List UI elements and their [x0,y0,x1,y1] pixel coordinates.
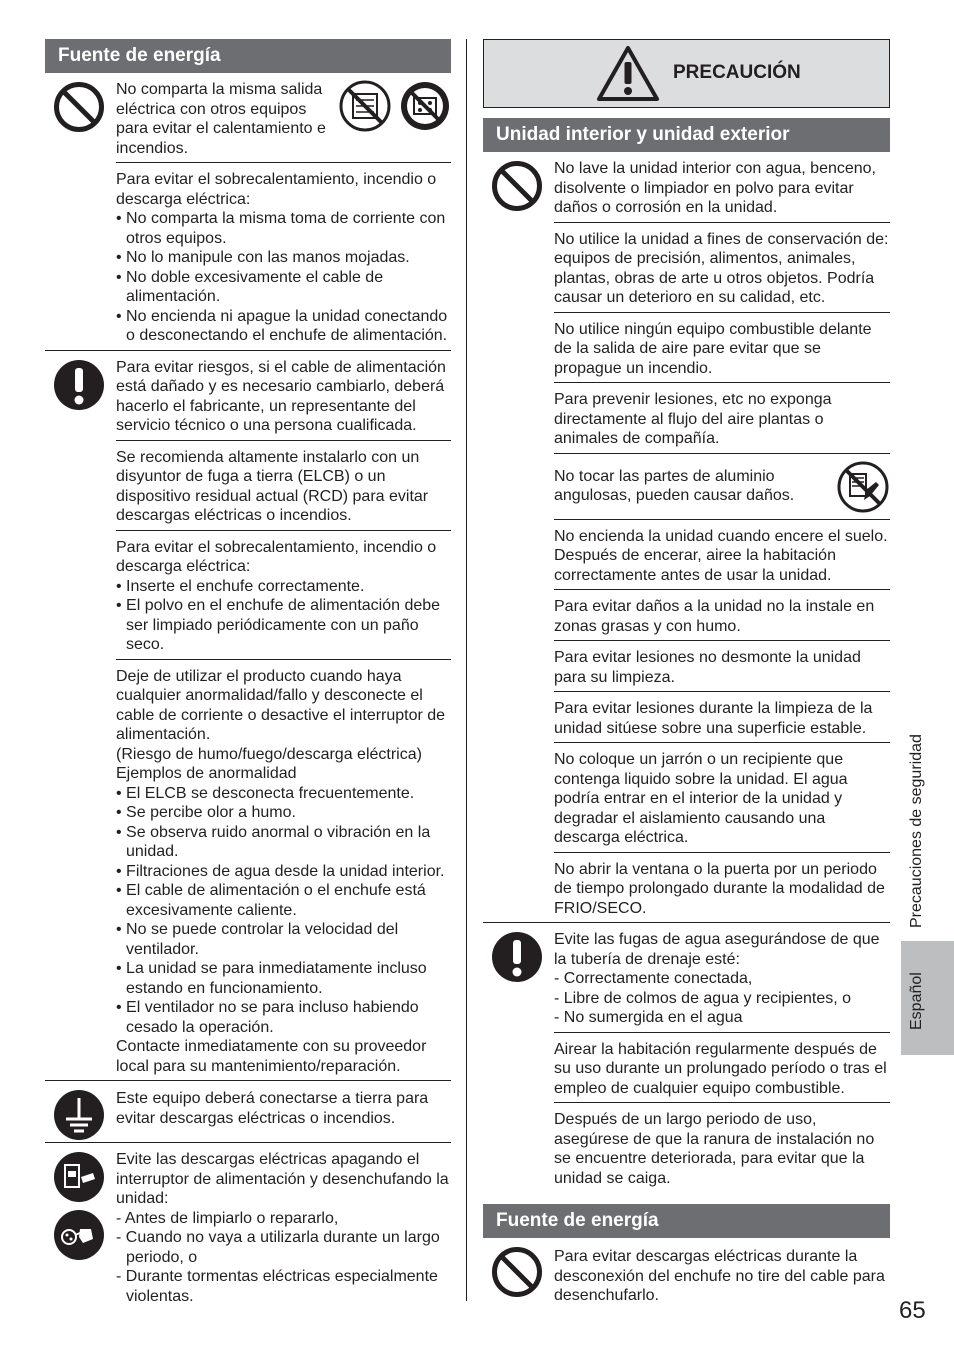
item-intro: Para evitar el sobrecalentamiento, incendio o descarga eléctrica: [116,538,437,575]
item-text: Después de un largo periodo de uso, asegúrese de que la ranura de instalación no se encuentre deteriorada, para evitar que la unidad se caiga. [554,1111,875,1187]
warning-item [116,1081,451,1142]
bullet: • La unidad se para inmediatamente incluso estando en funcionamiento. [116,960,427,997]
group-power-mandatory [45,351,451,1082]
item-text: Para evitar riesgos, si el cable de alimentación está dañado y es necesario cambiarlo, deberá hacerlo el fabricante, un representante del servicio técnico o una persona cualificada. [116,358,446,434]
bullet: • Inserte el enchufe correctamente. [116,577,365,595]
warning-item [554,1033,890,1104]
warning-item [554,590,890,641]
warning-item [116,531,451,660]
prohibition-icon [491,160,543,212]
warning-item [554,1238,890,1310]
spacer [483,1192,890,1204]
group-units-mandatory [483,923,890,1192]
side-icons [339,80,451,132]
caution-banner [483,39,890,108]
warning-item [554,152,890,223]
item-intro: Para evitar el sobrecalentamiento, incendio o descarga eléctrica: [116,171,437,208]
group-icons [491,160,546,218]
warning-item [116,351,451,441]
item-outro: Contacte inmediatamente con su proveedor local para su mantenimiento/reparación. [116,1038,427,1075]
warning-item [116,163,451,350]
dash-item: - Durante tormentas eléctricas especialmente violentas. [116,1268,438,1305]
warning-item [116,441,451,531]
item-examples: Ejemplos de anormalidad [116,765,297,782]
group-icons [53,359,108,417]
group-icons [53,1151,108,1267]
warning-item [554,1103,890,1192]
dash-item: - Cuando no vaya a utilizarla durante un largo periodo, o [116,1229,440,1266]
section-header-power-right: Fuente de energía [483,1204,890,1238]
bullet: • No comparta la misma toma de corriente con otros equipos. [116,210,446,247]
right-column [483,39,890,1310]
prohibition-icon [53,81,105,133]
item-text: Este equipo deberá conectarse a tierra para evitar descargas eléctricas o incendios. [116,1090,429,1127]
group-icons [491,1246,546,1304]
warning-item [116,660,451,1081]
item-text: Se recomienda altamente instalarlo con un disyuntor de fuga a tierra (ELCB) o un dispositivo residual actual (RCD) para evitar descargas eléctricas o incendios. [116,448,429,524]
side-icons [836,460,890,514]
section-side-label: Precauciones de seguridad [908,734,925,928]
section-header-power: Fuente de energía [45,39,451,73]
no-shared-outlet-icon [339,80,391,132]
item-text: No tocar las partes de aluminio angulosas, pueden causar daños. [554,467,795,504]
switch-off-icon [53,1151,105,1203]
group-ground [45,1081,451,1143]
item-text: Airear la habitación regularmente después de su uso durante un prolungado período o tras el empleo de cualquier equipo combustible. [554,1040,887,1097]
warning-item [554,692,890,743]
warning-item [554,454,890,520]
bullet: • El cable de alimentación o el enchufe está excesivamente caliente. [116,882,426,919]
language-label: Español [908,972,925,1030]
item-text: No lave la unidad interior con agua, benceno, disolvente o limpiador en polvo para evitar daños o corrosión en la unidad. [554,160,876,216]
bullet: • Filtraciones de agua desde la unidad interior. [116,862,445,880]
bullet: • Se observa ruido anormal o vibración en la unidad. [116,823,431,860]
group-unplug [45,1143,451,1310]
dash-item: - Correctamente conectada, [554,970,753,987]
warning-item [554,743,890,853]
warning-item [116,1143,451,1310]
prohibition-icon [491,1246,543,1298]
item-text: No abrir la ventana o la puerta por un periodo de tiempo prolongado durante la modalidad de FRIO/SECO. [554,860,885,917]
warning-triangle-icon [596,44,660,102]
item-intro: Evite las fugas de agua asegurándose de que la tubería de drenaje esté: [554,931,880,968]
group-units-prohibition [483,152,890,923]
warning-item [554,383,890,454]
bullet: • No lo manipule con las manos mojadas. [116,249,410,266]
item-text: No utilice la unidad a fines de conservación de: equipos de precisión, alimentos, animales, plantas, obras de arte u otros objetos. Podría causar un deterioro en su calidad, etc. [554,230,889,306]
item-intro: Evite las descargas eléctricas apagando el interruptor de alimentación y desenchufando la unidad: [116,1151,449,1207]
no-power-strip-icon [399,80,451,132]
group-icons [53,81,108,139]
dash-item: - No sumergida en el agua [554,1009,743,1026]
warning-item [554,223,890,313]
warning-item [554,853,890,923]
group-power-right [483,1238,890,1310]
item-text: Para evitar lesiones durante la limpieza de la unidad sitúese sobre una superficie estable. [554,700,873,737]
dash-item: - Libre de colmos de agua y recipientes, o [554,989,852,1007]
bullet: • El ELCB se desconecta frecuentemente. [116,784,415,802]
bullet: • El ventilador no se para incluso habiendo cesado la operación. [116,999,419,1036]
exclamation-icon [491,931,543,983]
warning-item [554,313,890,384]
bullet: • No se puede controlar la velocidad del ventilador. [116,921,399,958]
item-text: Para evitar daños a la unidad no la instale en zonas grasas y con humo. [554,598,875,635]
group-power-prohibition [45,73,451,351]
item-text: No utilice ningún equipo combustible delante de la salida de aire pare evitar que se propague un incendio. [554,320,872,377]
bullet: • No encienda ni apague la unidad conectando o desconectando el enchufe de alimentación. [116,307,448,344]
item-intro: Deje de utilizar el producto cuando haya cualquier anormalidad/fallo y desconecte el cable de corriente o desactive el interruptor de alimentación. [116,667,446,743]
dash-item: - Antes de limpiarlo o repararlo, [116,1209,339,1227]
section-header-units: Unidad interior y unidad exterior [483,118,890,152]
item-risk: (Riesgo de humo/fuego/descarga eléctrica) [116,745,422,763]
item-text: No comparta la misma salida eléctrica con otros equipos para evitar el calentamiento e incendios. [116,81,326,157]
ground-icon [53,1089,105,1141]
bullet: • No doble excesivamente el cable de alimentación. [116,268,384,305]
no-touch-fins-icon [836,460,890,514]
warning-item [116,73,451,163]
warning-item [554,923,890,1033]
column-divider [466,39,467,1301]
bullet: • El polvo en el enchufe de alimentación debe ser limpiado periódicamente con un paño seco. [116,597,441,653]
unplug-icon [53,1209,105,1261]
group-icons [53,1089,108,1147]
item-text: Para evitar descargas eléctricas durante la desconexión del enchufe no tire del cable para desenchufarlo. [554,1248,885,1304]
bullet: • Se percibe olor a humo. [116,804,296,821]
item-text: No coloque un jarrón o un recipiente que contenga liquido sobre la unidad. El agua podría entrar en el interior de la unidad y degradar el aislamiento causando una descarga eléctrica. [554,751,848,846]
caution-title: PRECAUCIÓN [673,62,801,83]
item-text: Para evitar lesiones no desmonte la unidad para su limpieza. [554,649,861,686]
item-text: Para prevenir lesiones, etc no exponga directamente al flujo del aire plantas o animales de compañía. [554,391,832,447]
exclamation-icon [53,359,105,411]
warning-item [554,520,890,591]
group-icons [491,931,546,989]
warning-item [554,641,890,692]
page-number: 65 [899,1297,926,1324]
item-text: No encienda la unidad cuando encere el suelo. Después de encerar, airee la habitación correctamente antes de usar la unidad. [554,527,888,584]
left-column [45,39,451,1310]
